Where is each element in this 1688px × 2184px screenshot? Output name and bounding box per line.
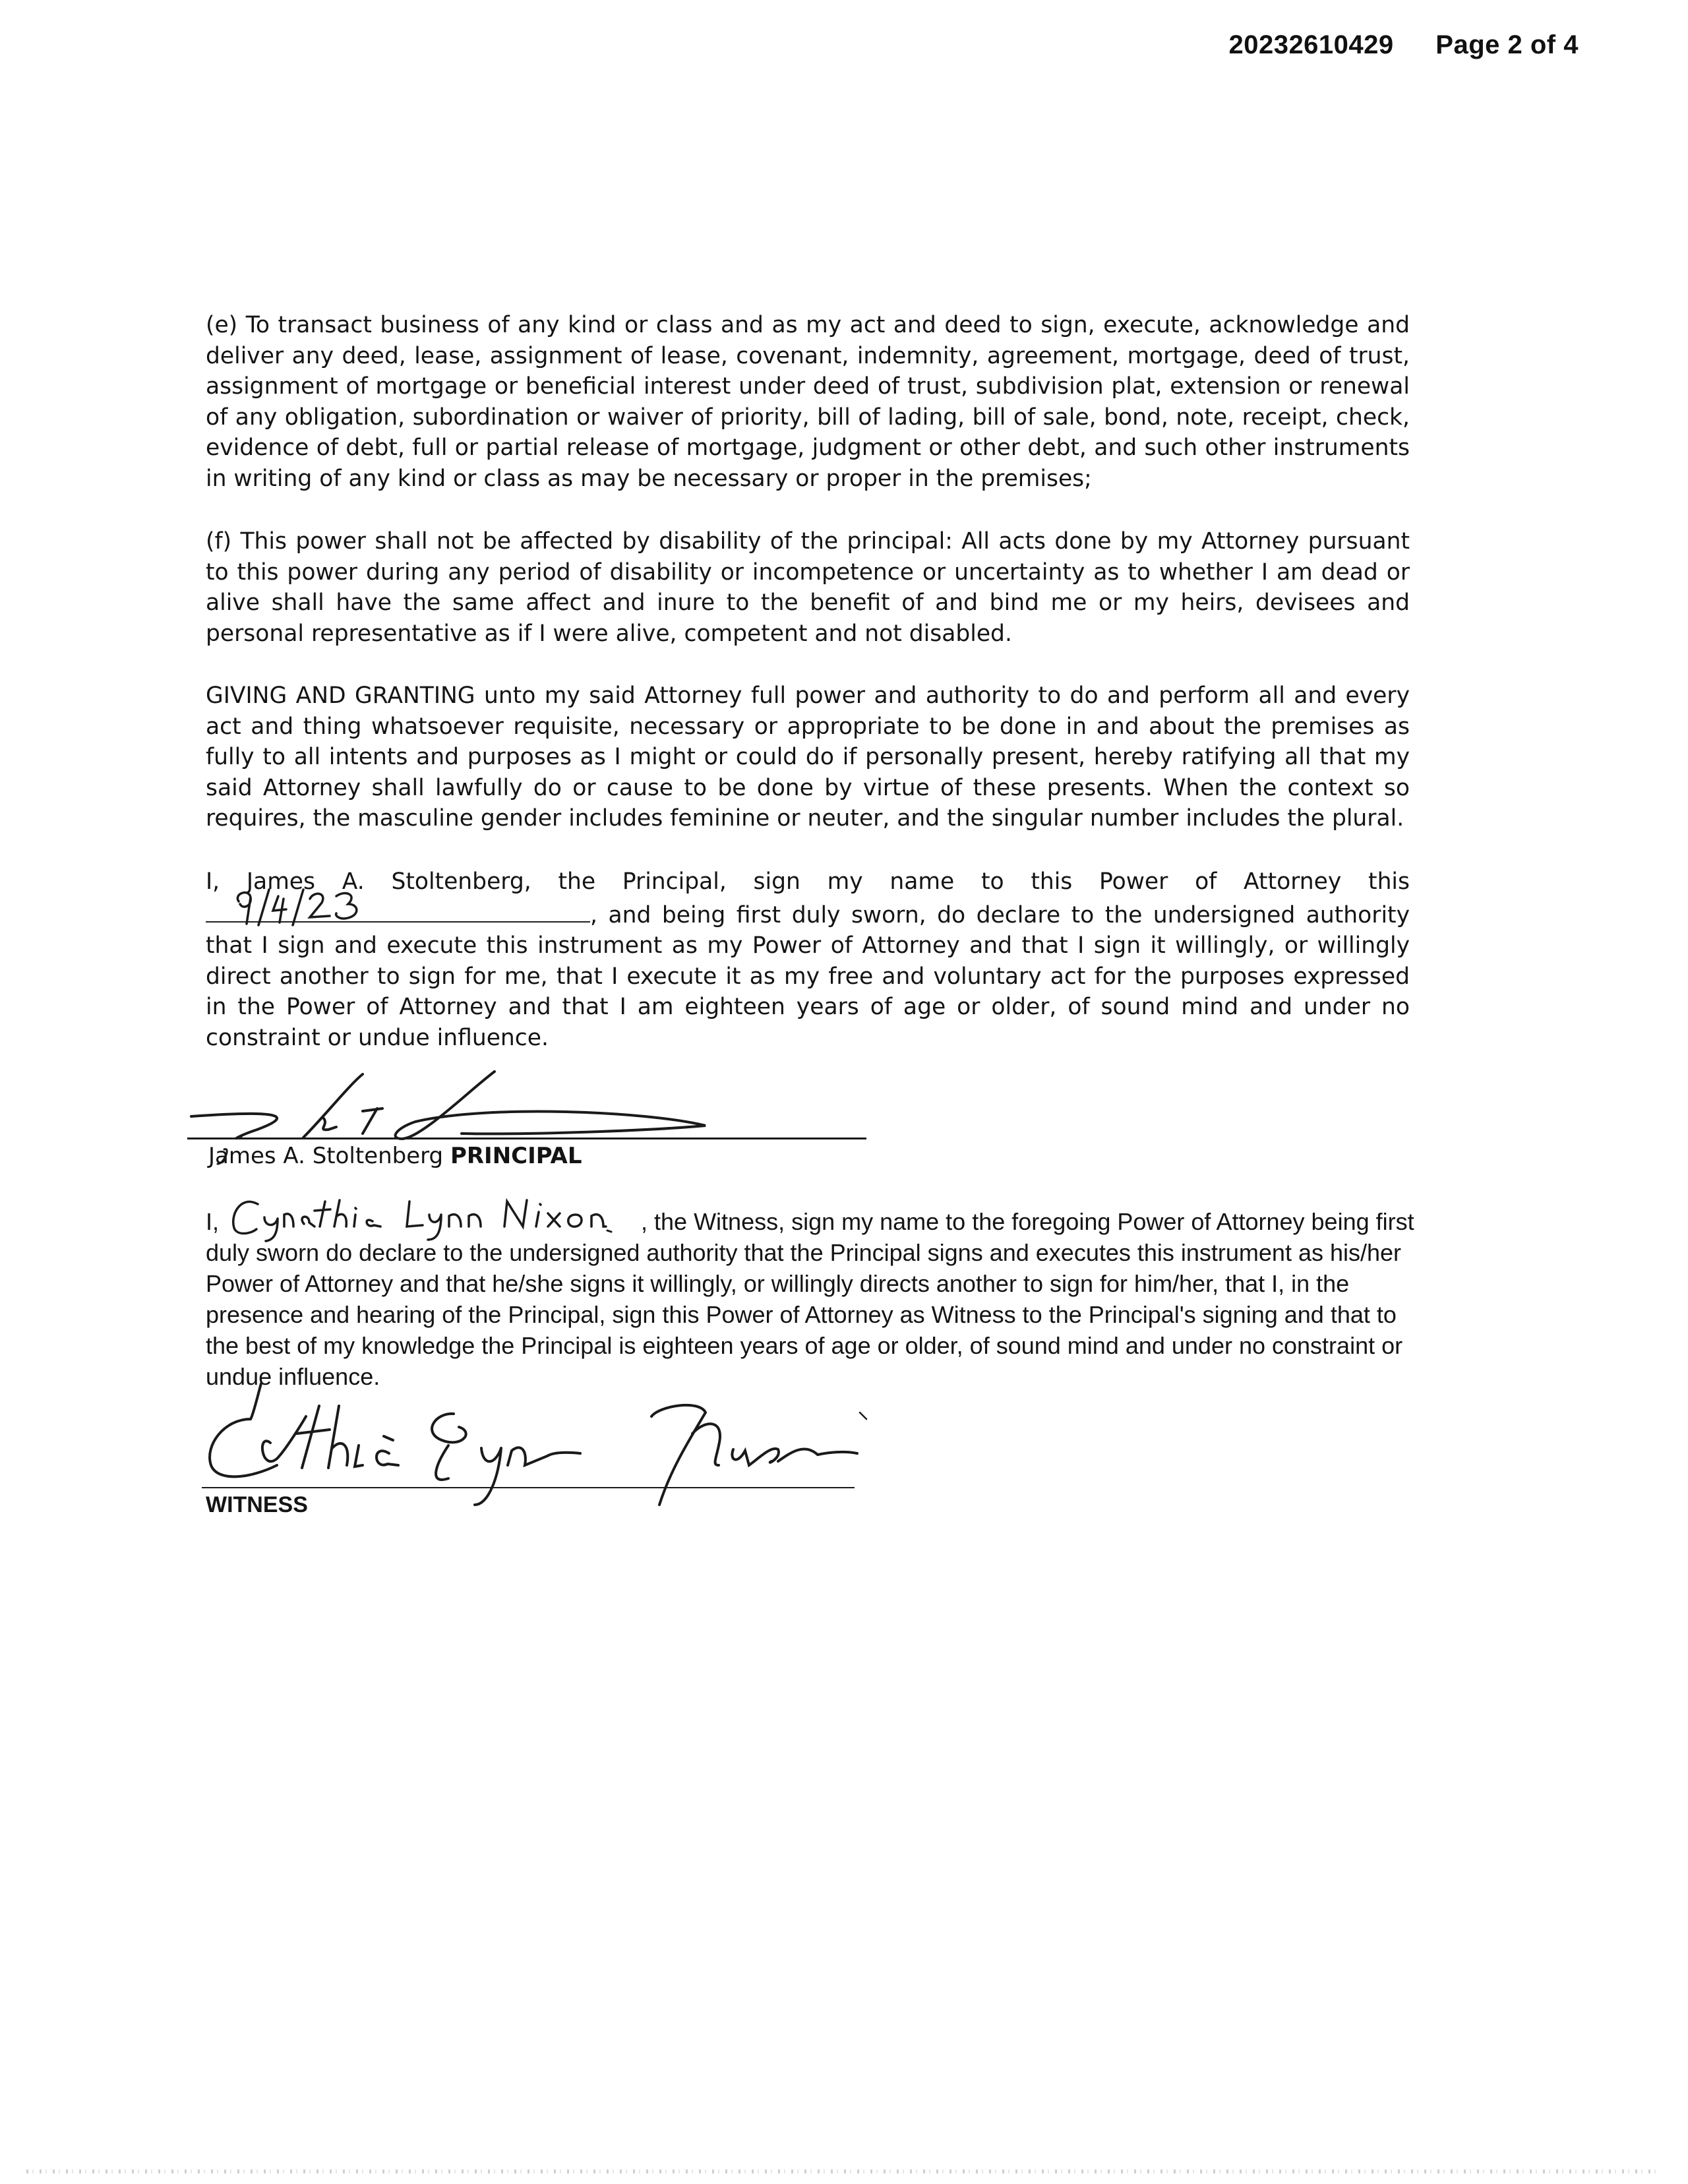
paragraph-principal-declaration: [206, 866, 1410, 1053]
paragraph-giving-and-granting: GIVING AND GRANTING unto my said Attorney full power and authority to do and perform all and every act and thing whatsoever requisite, necessary or appropriate to be done in and about the premises as fully to all intents and purposes as I might or could do if personally present, hereby ratifying all that my said Attorney shall lawfully do or cause to be done by virtue of these presents. When the context so requires, the masculine gender includes feminine or neuter, and the singular number includes the plural.: [206, 682, 1410, 832]
witness-declaration-text: , the Witness, sign my name to the foregoing Power of Attorney being first duly sworn do declare to the undersigned authority that the Principal signs and executes this instrument as his/her Power of Attorney and that he/she signs it willingly, or willingly directs another to sign for him/her, that I, in the presence and hearing of the Principal, sign this Power of Attorney as Witness to the Principal's signing and that to the best of my knowledge the Principal is eighteen years of age or older, of sound mind and under no constraint or undue influence.: [206, 1208, 1414, 1390]
document-number: 20232610429: [1228, 30, 1394, 59]
witness-prefix: I,: [206, 1208, 220, 1235]
principal-declaration-rest: , and being first duly sworn, do declare to the undersigned authority that I sign and execute this instrument as my Power of Attorney and that I sign it willingly, or willingly direct another to sign for me, that I execute it as my free and voluntary act for the purposes expressed in the Power of Attorney and that I am eighteen years of age or older, of sound mind and under no constraint or undue influence.: [206, 901, 1410, 1051]
witness-label: WITNESS: [206, 1492, 308, 1517]
principal-name-label: [208, 1143, 582, 1169]
principal-signature-line: [187, 1138, 866, 1139]
paragraph-f: (f) This power shall not be affected by disability of the principal: All acts done by my Attorney pursuant to this power during any period of disability or incompetence or uncertainty as to whether I am dead or alive shall have the same affect and inure to the benefit of and bind me or my heirs, devisees and personal representative as if I were alive, competent and not disabled.: [206, 528, 1410, 647]
page-number-label: Page 2 of 4: [1435, 30, 1579, 59]
principal-role: PRINCIPAL: [450, 1143, 582, 1169]
principal-declaration-intro: I, James A. Stoltenberg, the Principal, sign my name to this Power of Attorney this: [206, 868, 1410, 895]
handwritten-witness-name: [227, 1195, 649, 1241]
paragraph-e: (e) To transact business of any kind or class and as my act and deed to sign, execute, acknowledge and deliver any deed, lease, assignment of lease, covenant, indemnity, agreement, mortgage, deed of trust, assignment of mortgage or beneficial interest under deed of trust, subdivision plat, extension or renewal of any obligation, subordination or waiver of priority, bill of lading, bill of sale, bond, note, receipt, check, evidence of debt, full or partial release of mortgage, judgment or other debt, and such other instruments in writing of any kind or class as may be necessary or proper in the premises;: [206, 312, 1410, 492]
page-header: [1228, 30, 1579, 60]
scan-artifact-strip: [26, 2169, 1662, 2173]
witness-signature: [198, 1380, 897, 1511]
principal-name: James A. Stoltenberg: [208, 1143, 444, 1169]
handwritten-date-signature: [231, 887, 382, 926]
